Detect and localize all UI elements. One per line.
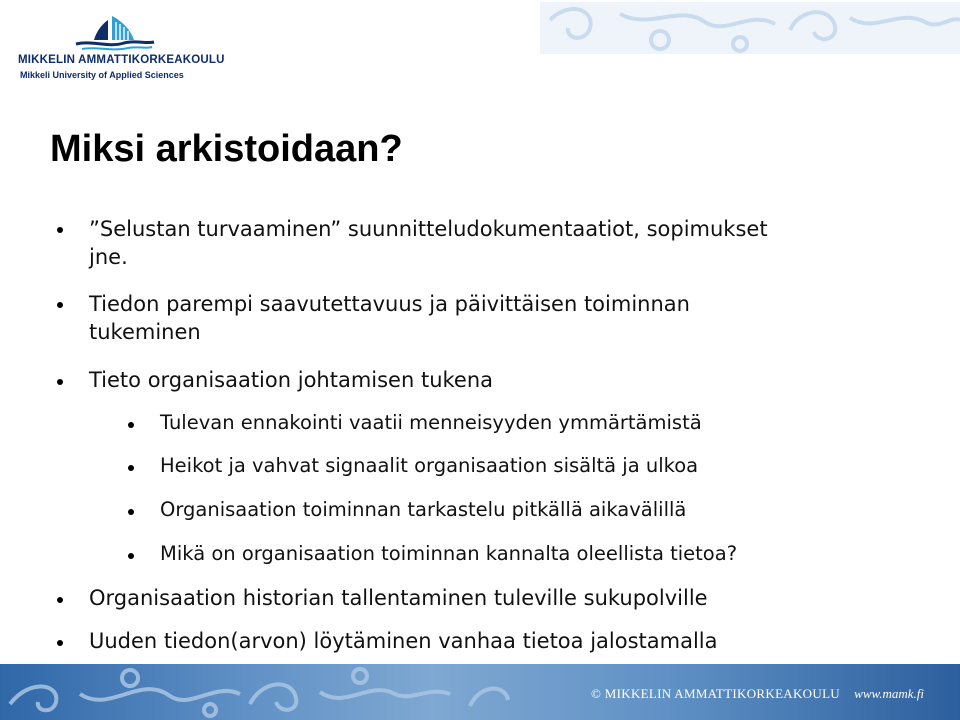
bullet-text: Tiedon parempi saavutettavuus ja päivittäisen toiminnan: [89, 292, 690, 316]
bullet-dot-icon: [57, 379, 63, 385]
bullet-dot-icon: [57, 227, 63, 233]
bullet-dot-icon: [128, 553, 134, 559]
bullet-dot-icon: [128, 465, 134, 471]
footer-band: [0, 664, 960, 720]
top-ornament-decoration: [500, 0, 960, 60]
logo-subtitle: Mikkeli University of Applied Sciences: [20, 70, 184, 80]
sails-logo-icon: [68, 14, 158, 52]
bullet-dot-icon: [128, 422, 134, 428]
school-logo: [18, 14, 225, 84]
bullet-text: Mikä on organisaation toiminnan kannalta oleellista tietoa?: [160, 542, 738, 565]
footer-brand: © MIKKELIN AMMATTIKORKEAKOULU: [591, 686, 840, 701]
bullet-text-continued: tukeminen: [89, 320, 201, 344]
bullet-dot-icon: [57, 597, 63, 603]
bullet-text: Tulevan ennakointi vaatii menneisyyden ymmärtämistä: [160, 411, 702, 434]
logo-name: MIKKELIN AMMATTIKORKEAKOULU: [18, 54, 225, 66]
bullet-text: Tieto organisaation johtamisen tukena: [89, 368, 494, 392]
bullet-text-continued: jne.: [89, 245, 128, 269]
slide-title: Miksi arkistoidaan?: [50, 128, 403, 170]
footer-website: www.mamk.fi: [854, 686, 924, 701]
bullet-text: Uuden tiedon(arvon) löytäminen vanhaa tietoa jalostamalla: [89, 629, 718, 653]
bullet-text: ”Selustan turvaaminen” suunnitteludokumentaatiot, sopimukset: [89, 217, 768, 241]
bullet-text: Heikot ja vahvat signaalit organisaation sisältä ja ulkoa: [160, 454, 699, 477]
bullet-text: Organisaation toiminnan tarkastelu pitkällä aikavälillä: [160, 498, 687, 521]
bullet-dot-icon: [128, 509, 134, 515]
bullet-dot-icon: [57, 640, 63, 646]
bullet-dot-icon: [57, 302, 63, 308]
bullet-text: Organisaation historian tallentaminen tuleville sukupolville: [89, 586, 708, 610]
